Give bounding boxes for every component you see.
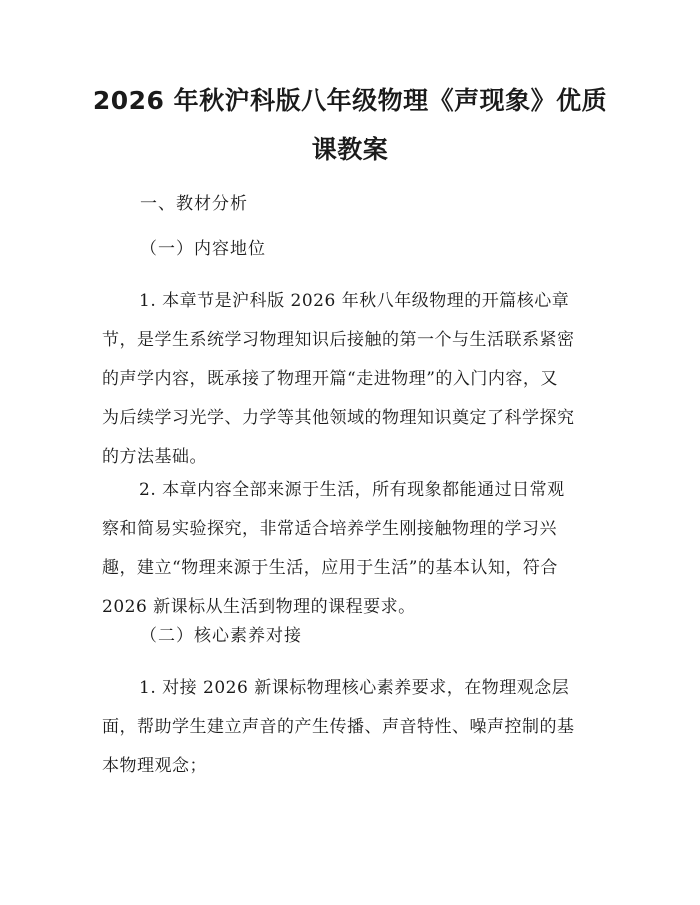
paragraph-3-line: 本物理观念； xyxy=(102,756,207,776)
paragraph-3-line: 面，帮助学生建立声音的产生传播、声音特性、噪声控制的基 xyxy=(102,717,575,737)
document-title-line-2: 课教案 xyxy=(311,135,389,164)
subsection-heading-core-literacy: （二）核心素养对接 xyxy=(140,626,302,646)
paragraph-2-line: 察和简易实验探究，非常适合培养学生刚接触物理的学习兴 xyxy=(102,519,557,539)
document-title-line-1: 2026 年秋沪科版八年级物理《声现象》优质 xyxy=(92,86,608,115)
section-heading-textbook-analysis: 一、教材分析 xyxy=(140,194,248,214)
paragraph-1-line: 1. 本章节是沪科版 2026 年秋八年级物理的开篇核心章 xyxy=(139,291,570,311)
paragraph-2-line: 2026 新课标从生活到物理的课程要求。 xyxy=(102,597,416,617)
paragraph-2 xyxy=(102,471,602,627)
paragraph-1 xyxy=(102,282,602,477)
paragraph-3 xyxy=(102,669,602,786)
paragraph-1-line: 的声学内容，既承接了物理开篇“走进物理”的入门内容，又 xyxy=(102,369,558,389)
paragraph-1-line: 节，是学生系统学习物理知识后接触的第一个与生活联系紧密 xyxy=(102,330,575,350)
subsection-heading-content-position: （一）内容地位 xyxy=(140,239,266,259)
paragraph-2-line: 2. 本章内容全部来源于生活，所有现象都能通过日常观 xyxy=(139,480,565,500)
paragraph-1-line: 的方法基础。 xyxy=(102,447,207,467)
paragraph-2-line: 趣，建立“物理来源于生活，应用于生活”的基本认知，符合 xyxy=(102,558,558,578)
paragraph-3-line: 1. 对接 2026 新课标物理核心素养要求，在物理观念层 xyxy=(139,678,570,698)
paragraph-1-line: 为后续学习光学、力学等其他领域的物理知识奠定了科学探究 xyxy=(102,408,575,428)
